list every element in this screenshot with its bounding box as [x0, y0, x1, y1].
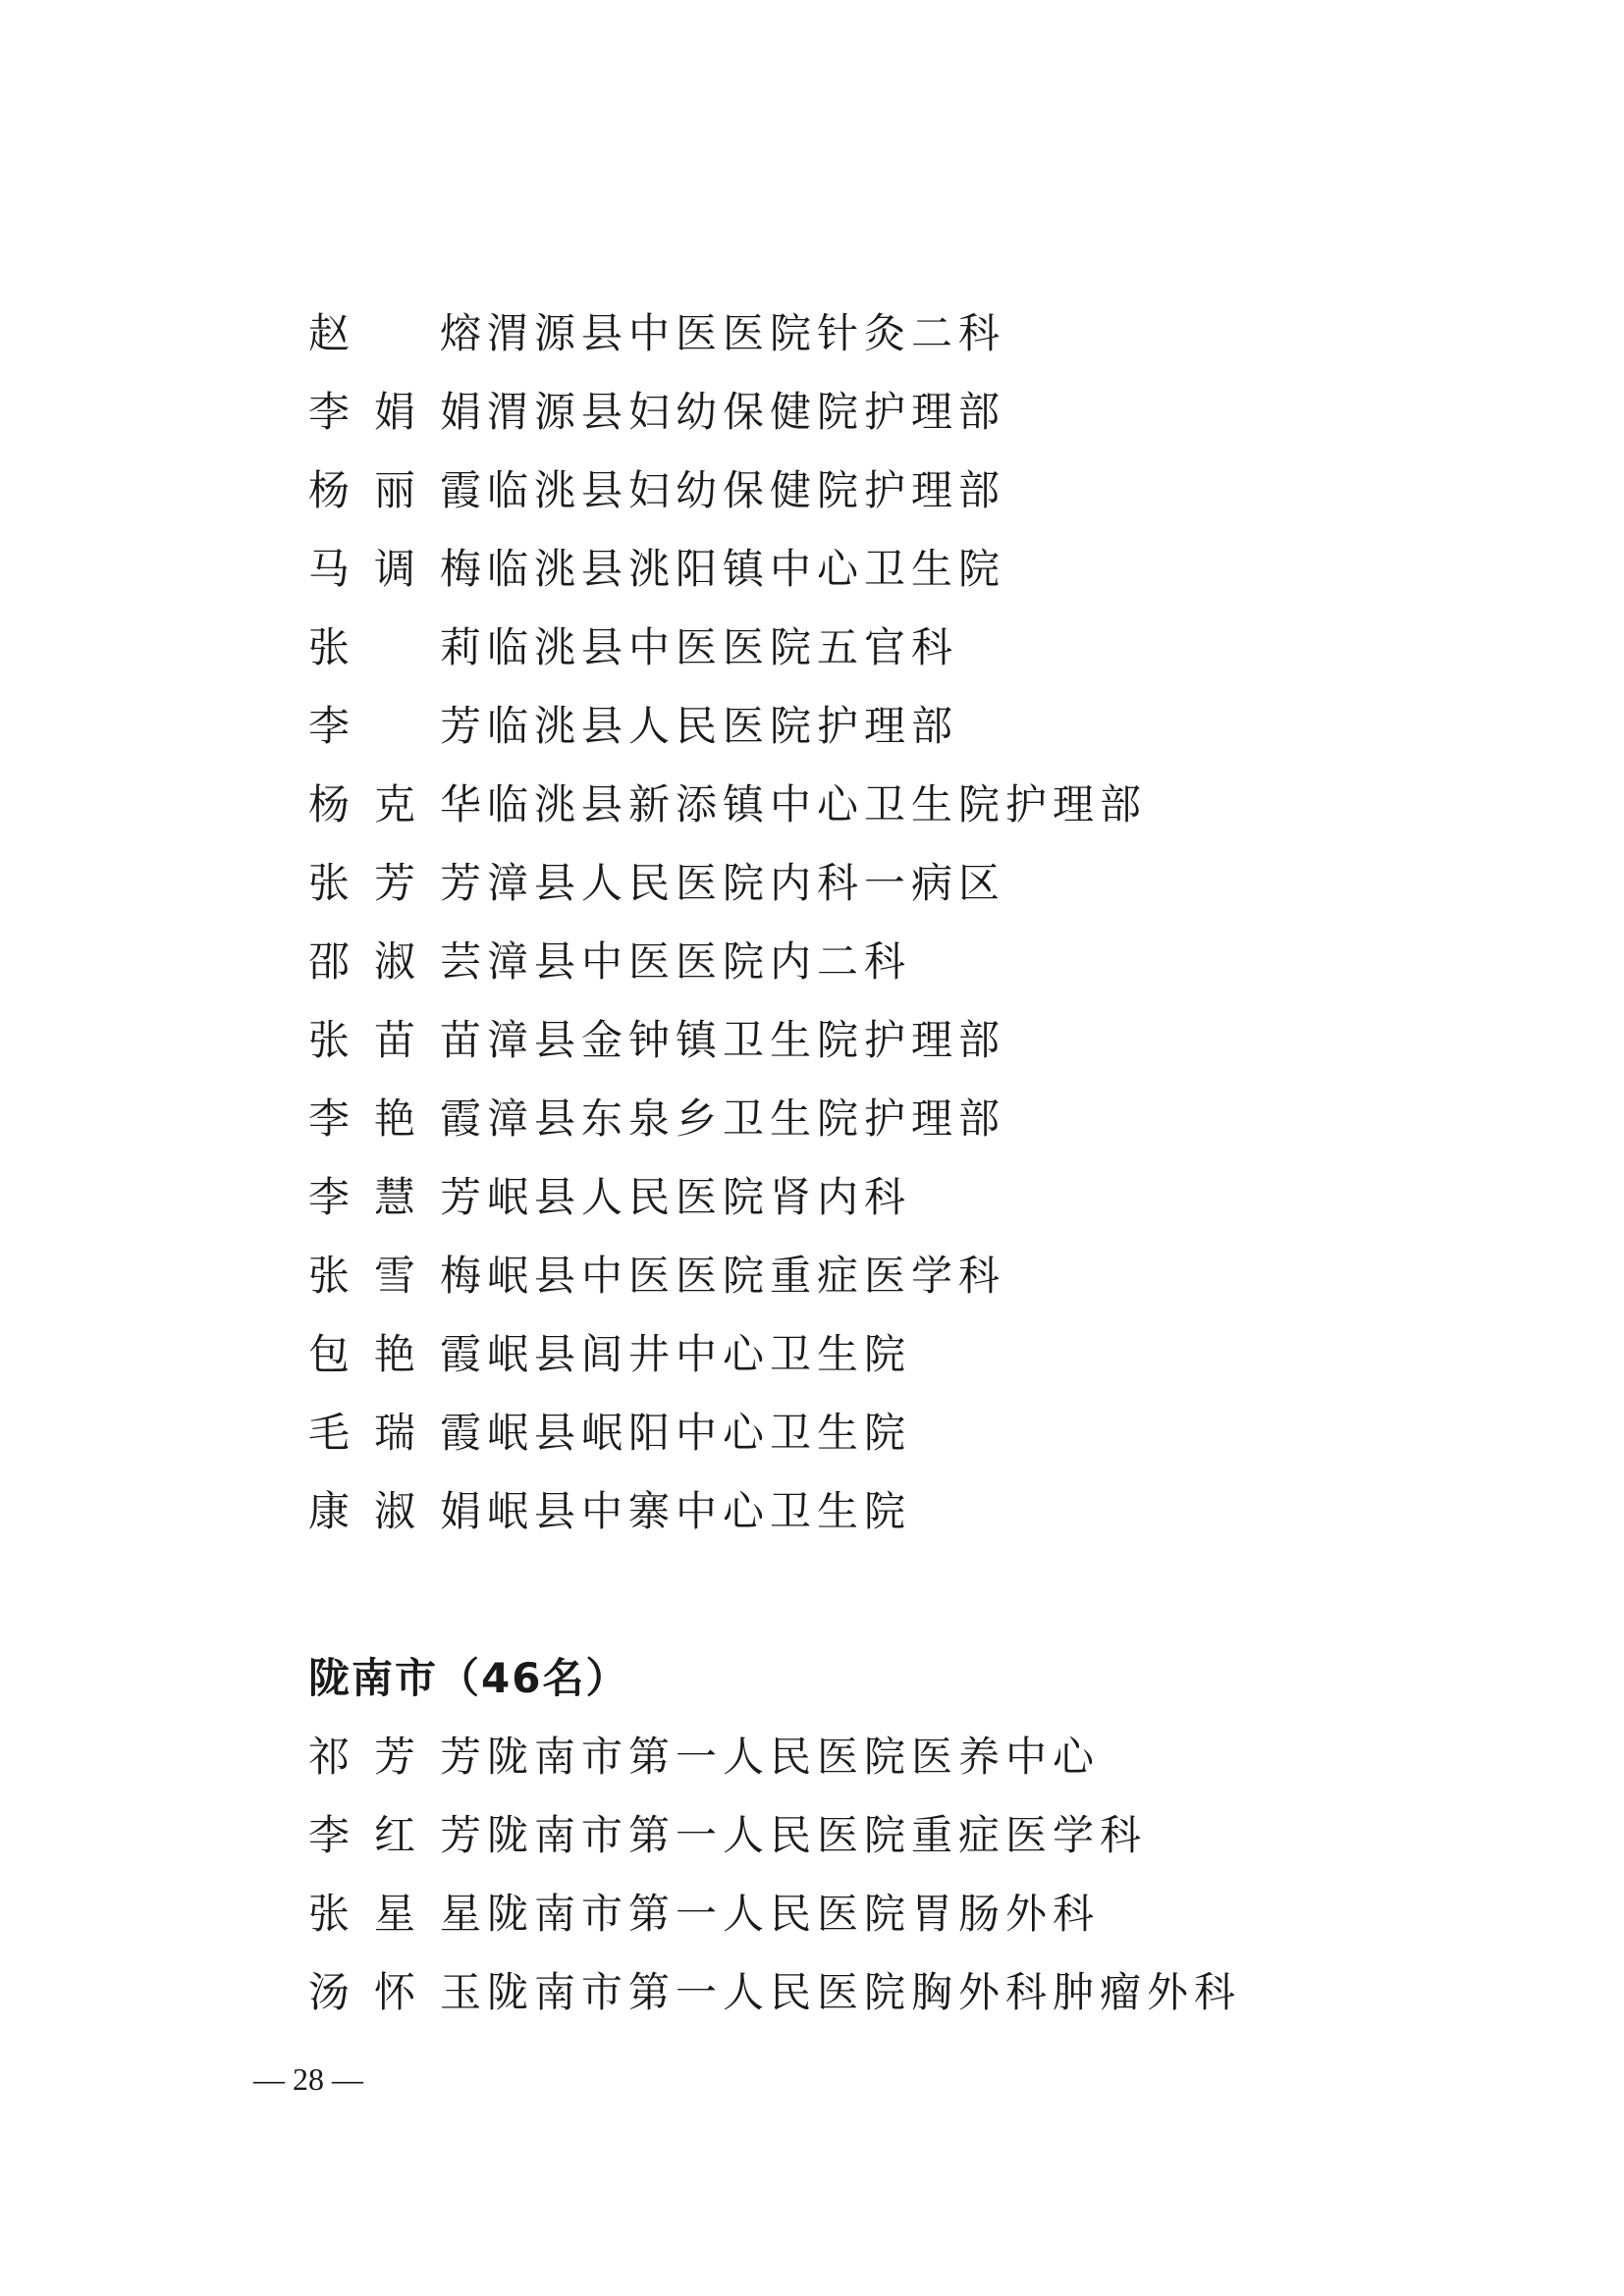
name-list-part-1 — [308, 294, 1388, 1551]
person-name: 赵 熔 — [308, 309, 487, 357]
person-name: 祁芳芳 — [308, 1733, 487, 1781]
organization: 漳县人民医院内科一病区 — [487, 859, 1006, 907]
list-item — [308, 844, 1388, 923]
list-item — [308, 1237, 1388, 1315]
list-item — [308, 452, 1388, 530]
list-item — [308, 1158, 1388, 1237]
page-number: — 28 — — [253, 2061, 363, 2097]
list-item — [308, 1953, 1388, 2032]
list-item — [308, 1080, 1388, 1158]
list-item — [308, 1394, 1388, 1472]
organization: 渭源县中医医院针灸二科 — [487, 309, 1006, 357]
organization: 岷县中寨中心卫生院 — [487, 1487, 912, 1535]
list-item — [308, 294, 1388, 373]
organization: 岷县中医医院重症医学科 — [487, 1252, 1006, 1300]
list-item — [308, 687, 1388, 766]
organization: 临洮县中医医院五官科 — [487, 623, 959, 671]
person-name: 张星星 — [308, 1890, 487, 1938]
person-name: 杨克华 — [308, 780, 487, 828]
organization: 陇南市第一人民医院胃肠外科 — [487, 1890, 1101, 1938]
list-item — [308, 609, 1388, 687]
organization: 陇南市第一人民医院胸外科肿瘤外科 — [487, 1968, 1242, 2016]
list-item — [308, 766, 1388, 844]
list-item — [308, 1472, 1388, 1551]
list-item — [308, 373, 1388, 452]
person-name: 汤怀玉 — [308, 1968, 487, 2016]
organization: 岷县闾井中心卫生院 — [487, 1330, 912, 1378]
list-item — [308, 1718, 1388, 1796]
organization: 漳县中医医院内二科 — [487, 937, 912, 986]
person-name: 马调梅 — [308, 545, 487, 593]
organization: 岷县岷阳中心卫生院 — [487, 1409, 912, 1457]
list-item — [308, 1796, 1388, 1875]
organization: 漳县金钟镇卫生院护理部 — [487, 1016, 1006, 1064]
person-name: 杨丽霞 — [308, 466, 487, 514]
person-name: 李娟娟 — [308, 388, 487, 436]
organization: 漳县东泉乡卫生院护理部 — [487, 1095, 1006, 1143]
person-name: 康淑娟 — [308, 1487, 487, 1535]
organization: 临洮县人民医院护理部 — [487, 702, 959, 750]
person-name: 毛瑞霞 — [308, 1409, 487, 1457]
organization: 临洮县洮阳镇中心卫生院 — [487, 545, 1006, 593]
list-item — [308, 1875, 1388, 1953]
person-name: 李 芳 — [308, 702, 487, 750]
organization: 陇南市第一人民医院医养中心 — [487, 1733, 1101, 1781]
organization: 岷县人民医院肾内科 — [487, 1173, 912, 1221]
person-name: 李红芳 — [308, 1811, 487, 1859]
person-name: 张芳芳 — [308, 859, 487, 907]
person-name: 张雪梅 — [308, 1252, 487, 1300]
person-name: 李艳霞 — [308, 1095, 487, 1143]
person-name: 张 莉 — [308, 623, 487, 671]
person-name: 邵淑芸 — [308, 937, 487, 986]
organization: 临洮县新添镇中心卫生院护理部 — [487, 780, 1148, 828]
section-title: 陇南市（46名） — [308, 1654, 629, 1702]
organization: 渭源县妇幼保健院护理部 — [487, 388, 1006, 436]
list-item — [308, 1315, 1388, 1394]
organization: 临洮县妇幼保健院护理部 — [487, 466, 1006, 514]
list-item — [308, 530, 1388, 609]
person-name: 包艳霞 — [308, 1330, 487, 1378]
list-item — [308, 1001, 1388, 1080]
person-name: 李慧芳 — [308, 1173, 487, 1221]
organization: 陇南市第一人民医院重症医学科 — [487, 1811, 1148, 1859]
list-item — [308, 923, 1388, 1001]
name-list-part-2 — [308, 1639, 1388, 2032]
person-name: 张苗苗 — [308, 1016, 487, 1064]
